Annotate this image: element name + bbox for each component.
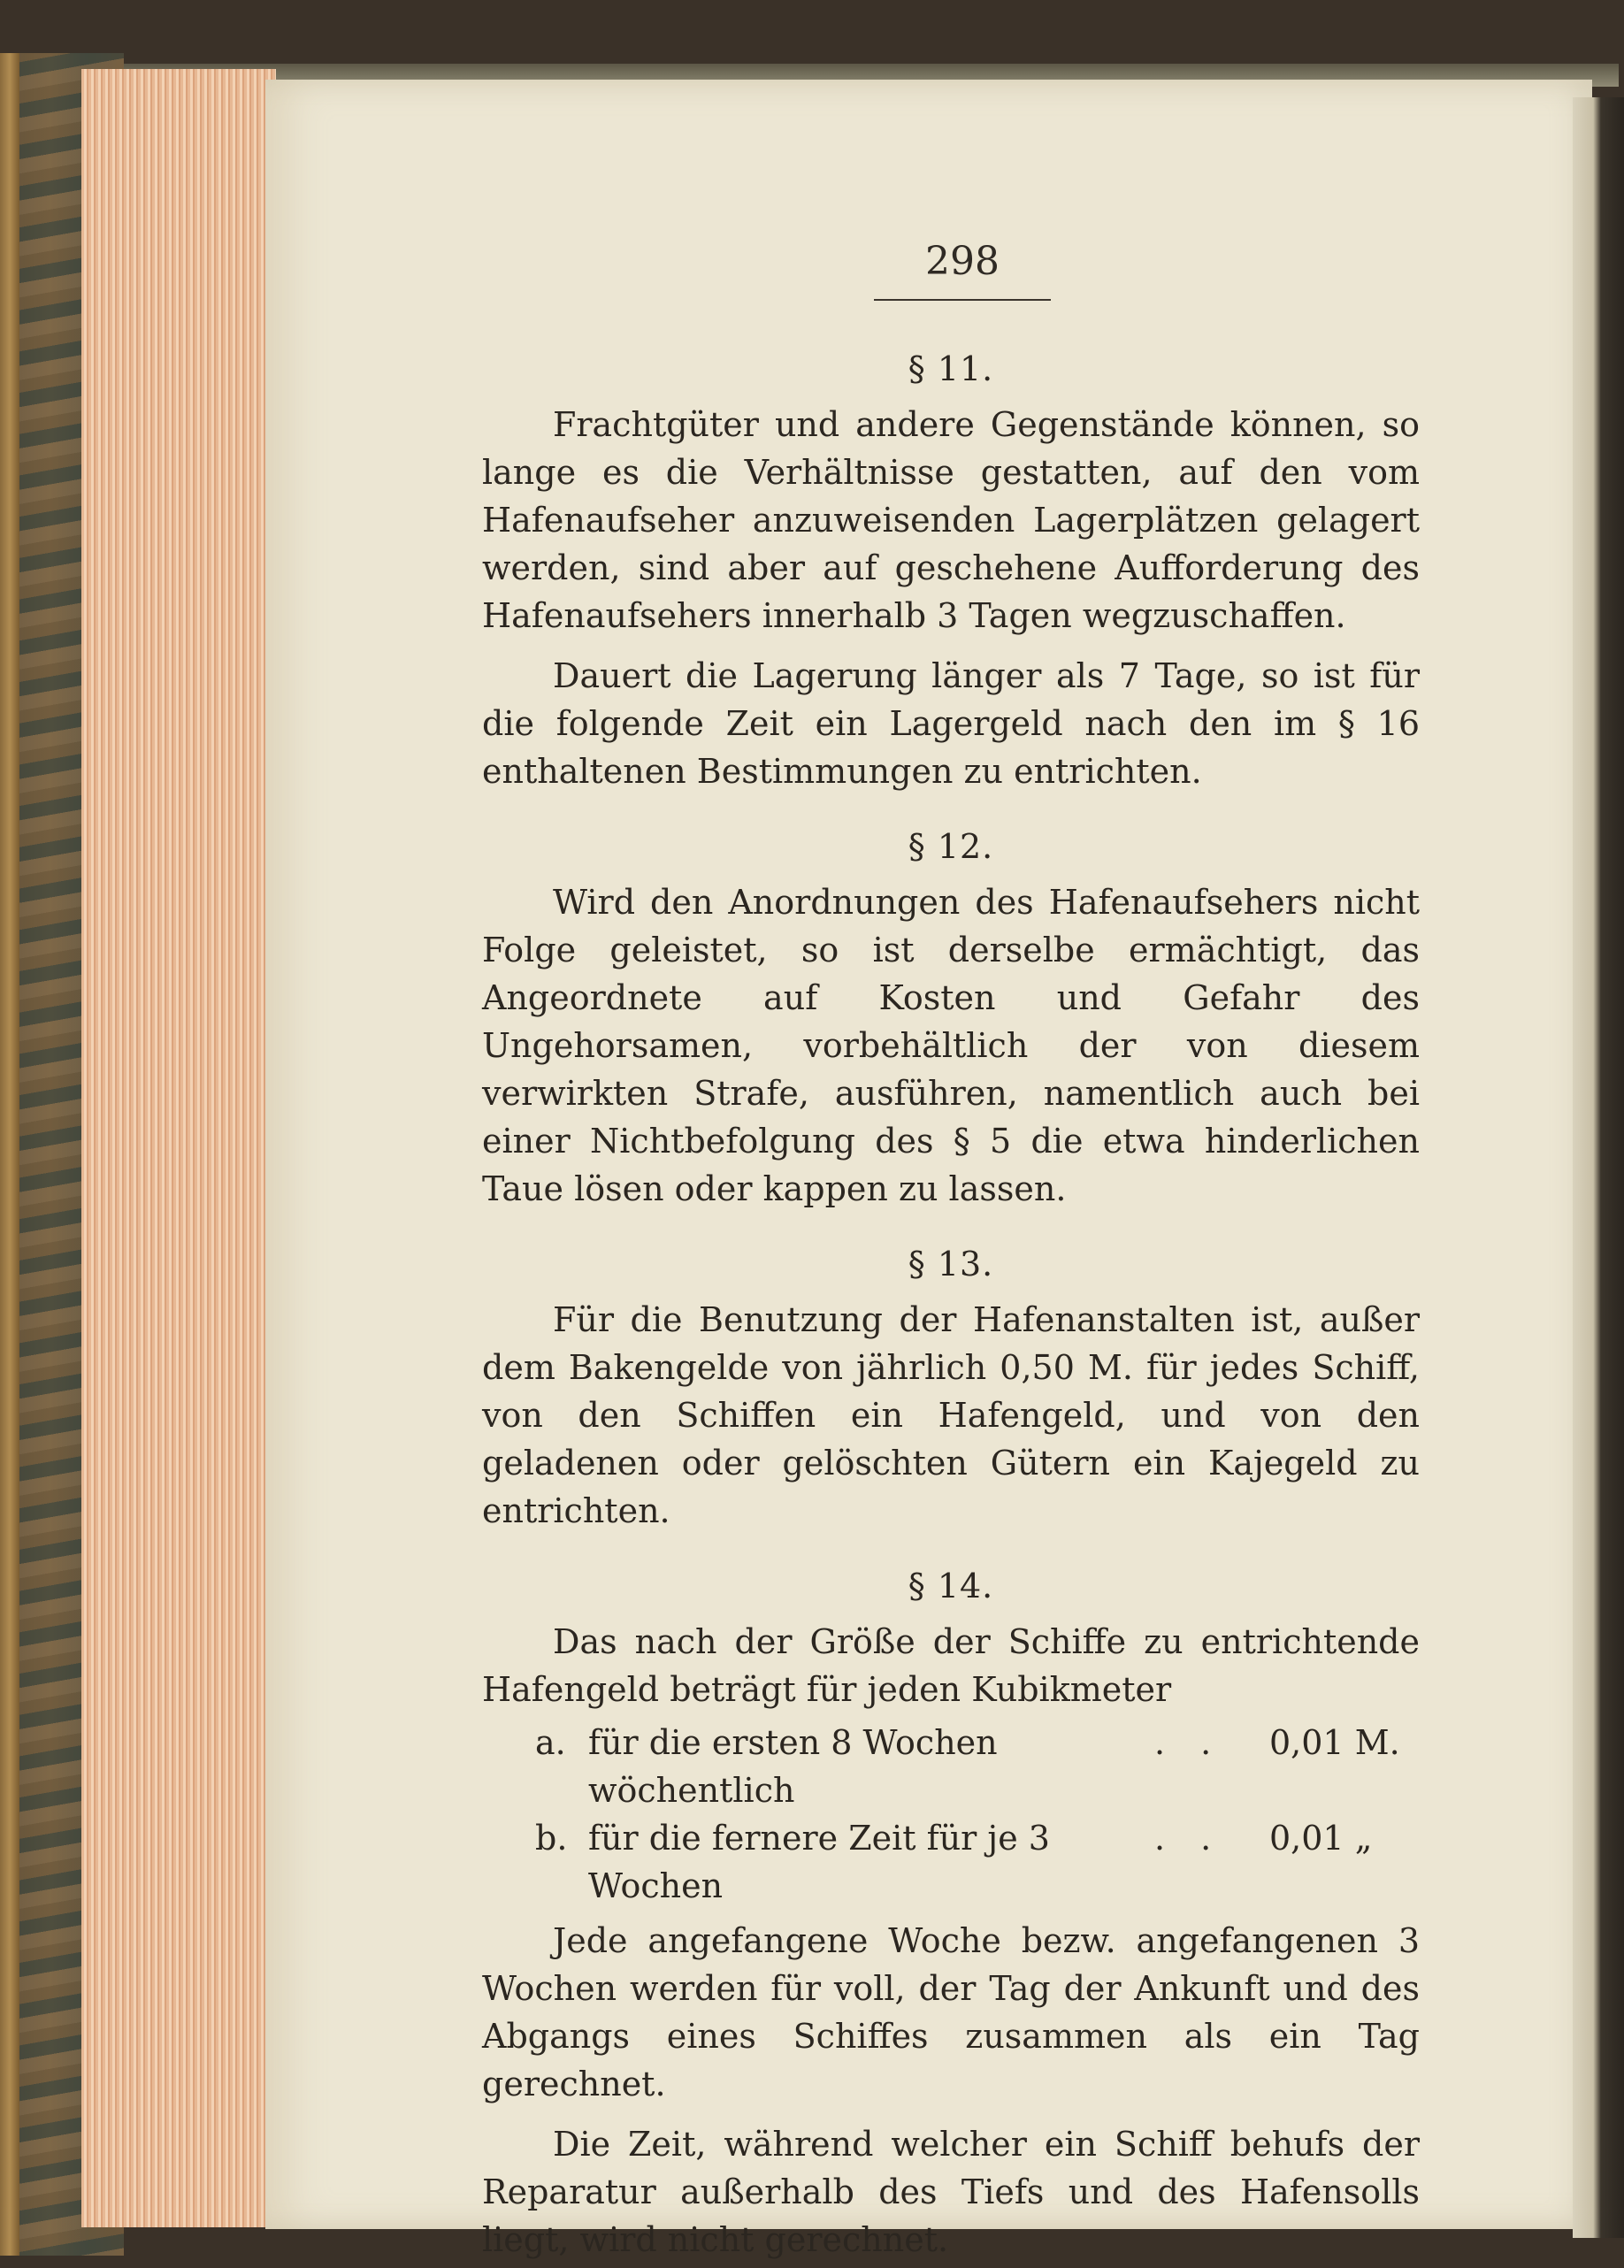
fee-item-amount: 0,01 „	[1269, 1819, 1373, 1858]
page-number-rule	[874, 299, 1051, 301]
section-11-paragraph-2: Dauert die Lagerung länger als 7 Tage, so ist für die folgende Zeit ein Lagergeld nach den im § 16 enthaltenen Bestimmungen zu entrichten.	[482, 656, 1420, 791]
fee-item-text: für die fernere Zeit für je 3 Wochen	[588, 1819, 1050, 1905]
facing-page-edge	[1573, 97, 1624, 2238]
section-11-paragraph-1: Frachtgüter und andere Gegenstände können, so lange es die Verhältnisse gestatten, auf den vom Hafenaufseher anzuweisenden Lagerplätzen gelagert werden, sind aber auf geschehene Aufforderung des Hafenaufsehers innerhalb 3 Tagen wegzuschaffen.	[482, 405, 1420, 635]
fee-item-text: für die ersten 8 Wochen wöchentlich	[588, 1723, 998, 1810]
page-edges	[81, 69, 276, 2227]
binding-edge	[0, 53, 19, 2256]
section-heading-13: § 13.	[908, 1245, 994, 1283]
section-14-paragraph-2: Jede angefangene Woche bezw. angefangenen 3 Wochen werden für voll, der Tag der Ankunft und des Abgangs eines Schiffes zusammen als ein Tag gerechnet.	[482, 1921, 1420, 2103]
fee-item-dots: . .	[1154, 1819, 1224, 1858]
section-14-paragraph-3: Die Zeit, während welcher ein Schiff behufs der Reparatur außerhalb des Tiefs und des Hafensolls liegt, wird nicht gerechnet.	[482, 2125, 1420, 2259]
page-content	[482, 349, 1420, 2264]
fee-item-b	[482, 1814, 1420, 1910]
fee-item-label: b.	[535, 1819, 568, 1858]
section-heading-12: § 12.	[908, 827, 994, 866]
fee-item-dots: . .	[1154, 1723, 1224, 1762]
section-12-paragraph-1: Wird den Anordnungen des Hafenaufsehers nicht Folge geleistet, so ist derselbe ermächtigt, das Angeordnete auf Kosten und Gefahr des Ungehorsamen, vorbehältlich der von diesem verwirkten Strafe, ausführen, namentlich auch bei einer Nichtbefolgung des § 5 die etwa hinderlichen Taue lösen oder kappen zu lassen.	[482, 883, 1420, 1208]
fee-item-a	[482, 1719, 1420, 1814]
page-number: 298	[925, 239, 1000, 284]
fee-item-label: a.	[535, 1723, 566, 1762]
section-14-paragraph-1: Das nach der Größe der Schiffe zu entrichtende Hafengeld beträgt für jeden Kubikmeter	[482, 1622, 1420, 1709]
section-heading-11: § 11.	[908, 349, 994, 388]
section-13-paragraph-1: Für die Benutzung der Hafenanstalten ist, außer dem Bakengelde von jährlich 0,50 M. für jedes Schiff, von den Schiffen ein Hafengeld, und von den geladenen oder gelöschten Gütern ein Kajegeld zu entrichten.	[482, 1300, 1420, 1530]
section-heading-14: § 14.	[908, 1567, 994, 1605]
fee-item-amount: 0,01 M.	[1269, 1723, 1400, 1762]
